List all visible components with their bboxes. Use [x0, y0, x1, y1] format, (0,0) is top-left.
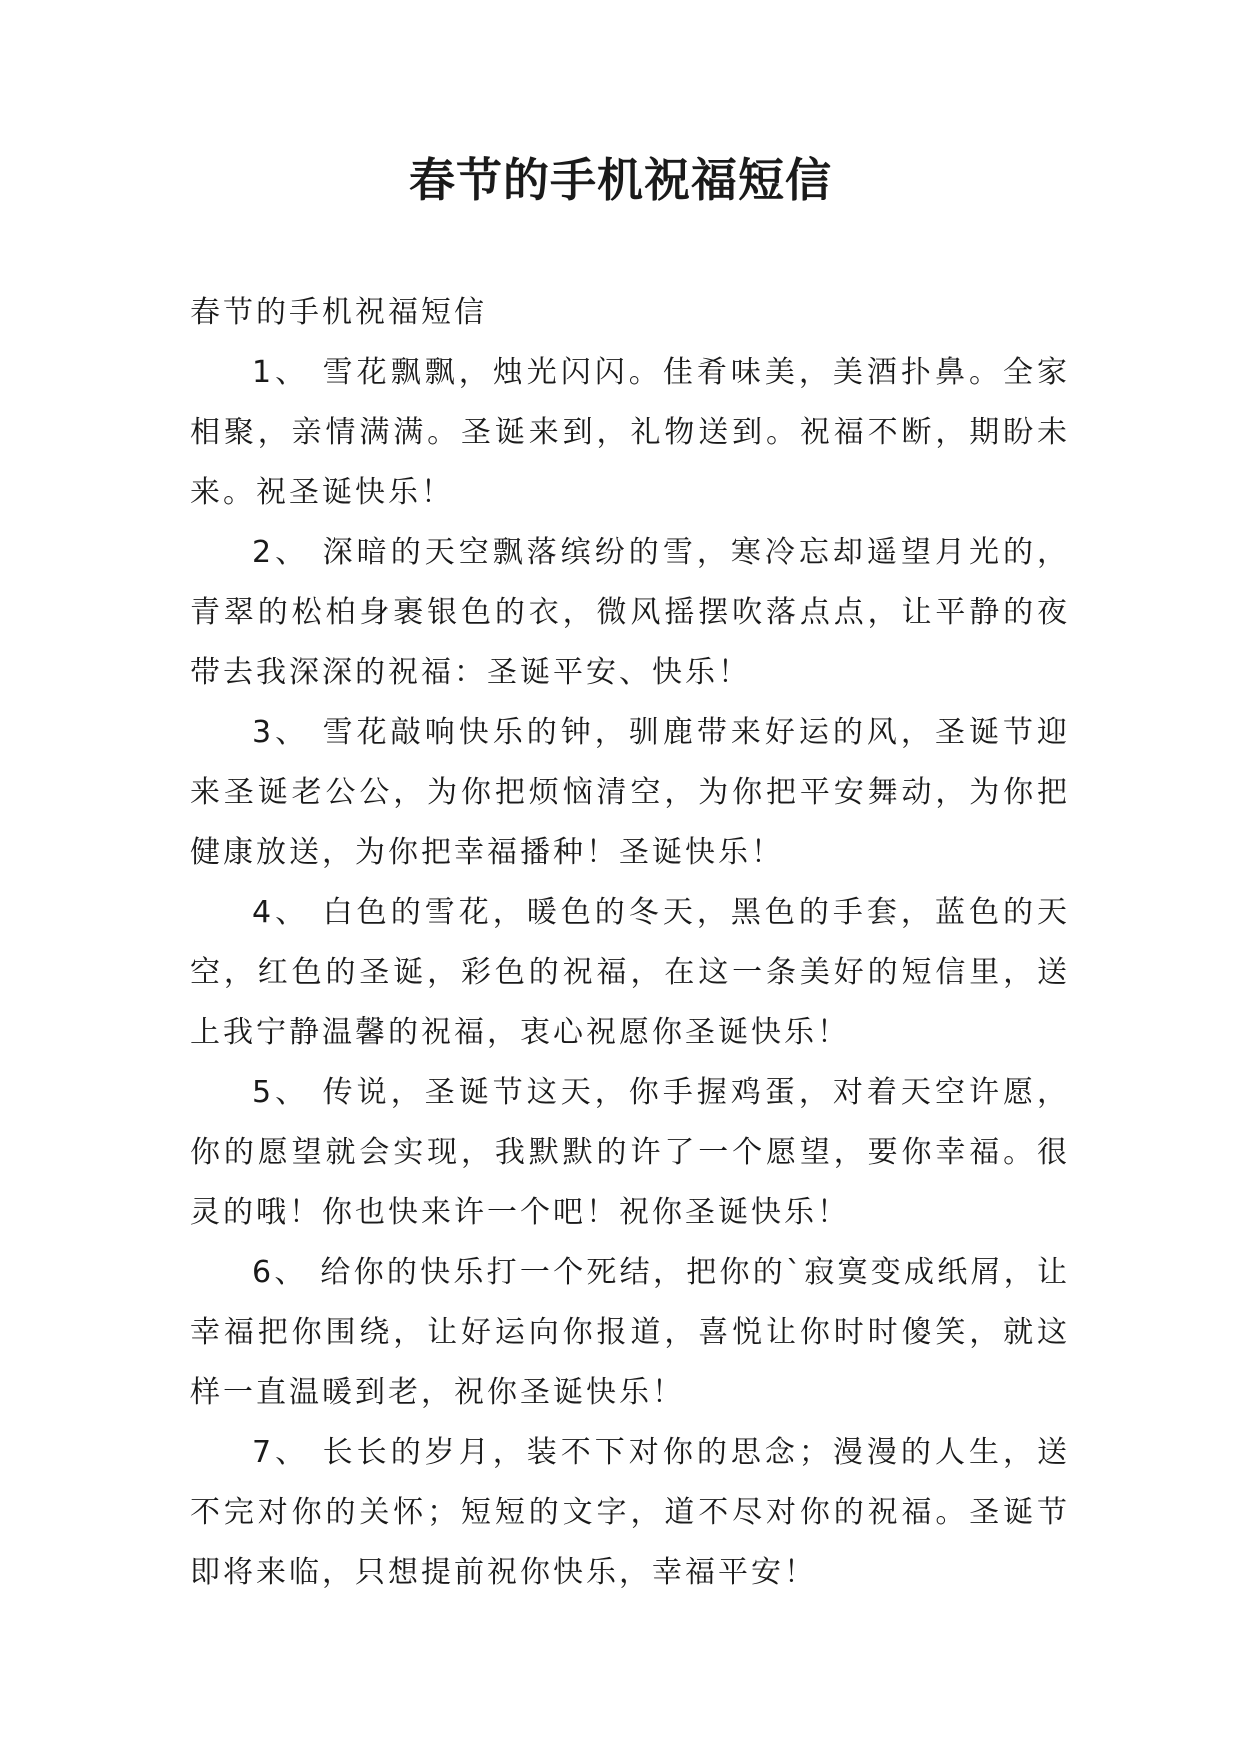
document-body — [190, 283, 1070, 1603]
paragraph-1: 1、 雪花飘飘，烛光闪闪。佳肴味美，美酒扑鼻。全家相聚，亲情满满。圣诞来到，礼物送到。祝福不断，期盼未来。祝圣诞快乐！ — [190, 355, 1070, 510]
paragraph-6: 6、 给你的快乐打一个死结，把你的`寂寞变成纸屑，让幸福把你围绕，让好运向你报道，喜悦让你时时傻笑，就这样一直温暖到老，祝你圣诞快乐！ — [190, 1255, 1070, 1410]
paragraph-3: 3、 雪花敲响快乐的钟，驯鹿带来好运的风，圣诞节迎来圣诞老公公，为你把烦恼清空，为你把平安舞动，为你把健康放送，为你把幸福播种！圣诞快乐！ — [190, 715, 1070, 870]
paragraph-2: 2、 深暗的天空飘落缤纷的雪，寒冷忘却遥望月光的，青翠的松柏身裹银色的衣，微风摇摆吹落点点，让平静的夜带去我深深的祝福：圣诞平安、快乐！ — [190, 535, 1070, 690]
paragraph-5: 5、 传说，圣诞节这天，你手握鸡蛋，对着天空许愿，你的愿望就会实现，我默默的许了一个愿望，要你幸福。很灵的哦！你也快来许一个吧！祝你圣诞快乐！ — [190, 1075, 1070, 1230]
paragraph-4: 4、 白色的雪花，暖色的冬天，黑色的手套，蓝色的天空，红色的圣诞，彩色的祝福，在这一条美好的短信里，送上我宁静温馨的祝福，衷心祝愿你圣诞快乐！ — [190, 895, 1070, 1050]
document-title: 春节的手机祝福短信 — [409, 153, 832, 207]
paragraph-7: 7、 长长的岁月，装不下对你的思念；漫漫的人生，送不完对你的关怀；短短的文字，道不尽对你的祝福。圣诞节即将来临，只想提前祝你快乐，幸福平安！ — [190, 1435, 1070, 1590]
document-subtitle: 春节的手机祝福短信 — [190, 295, 487, 330]
